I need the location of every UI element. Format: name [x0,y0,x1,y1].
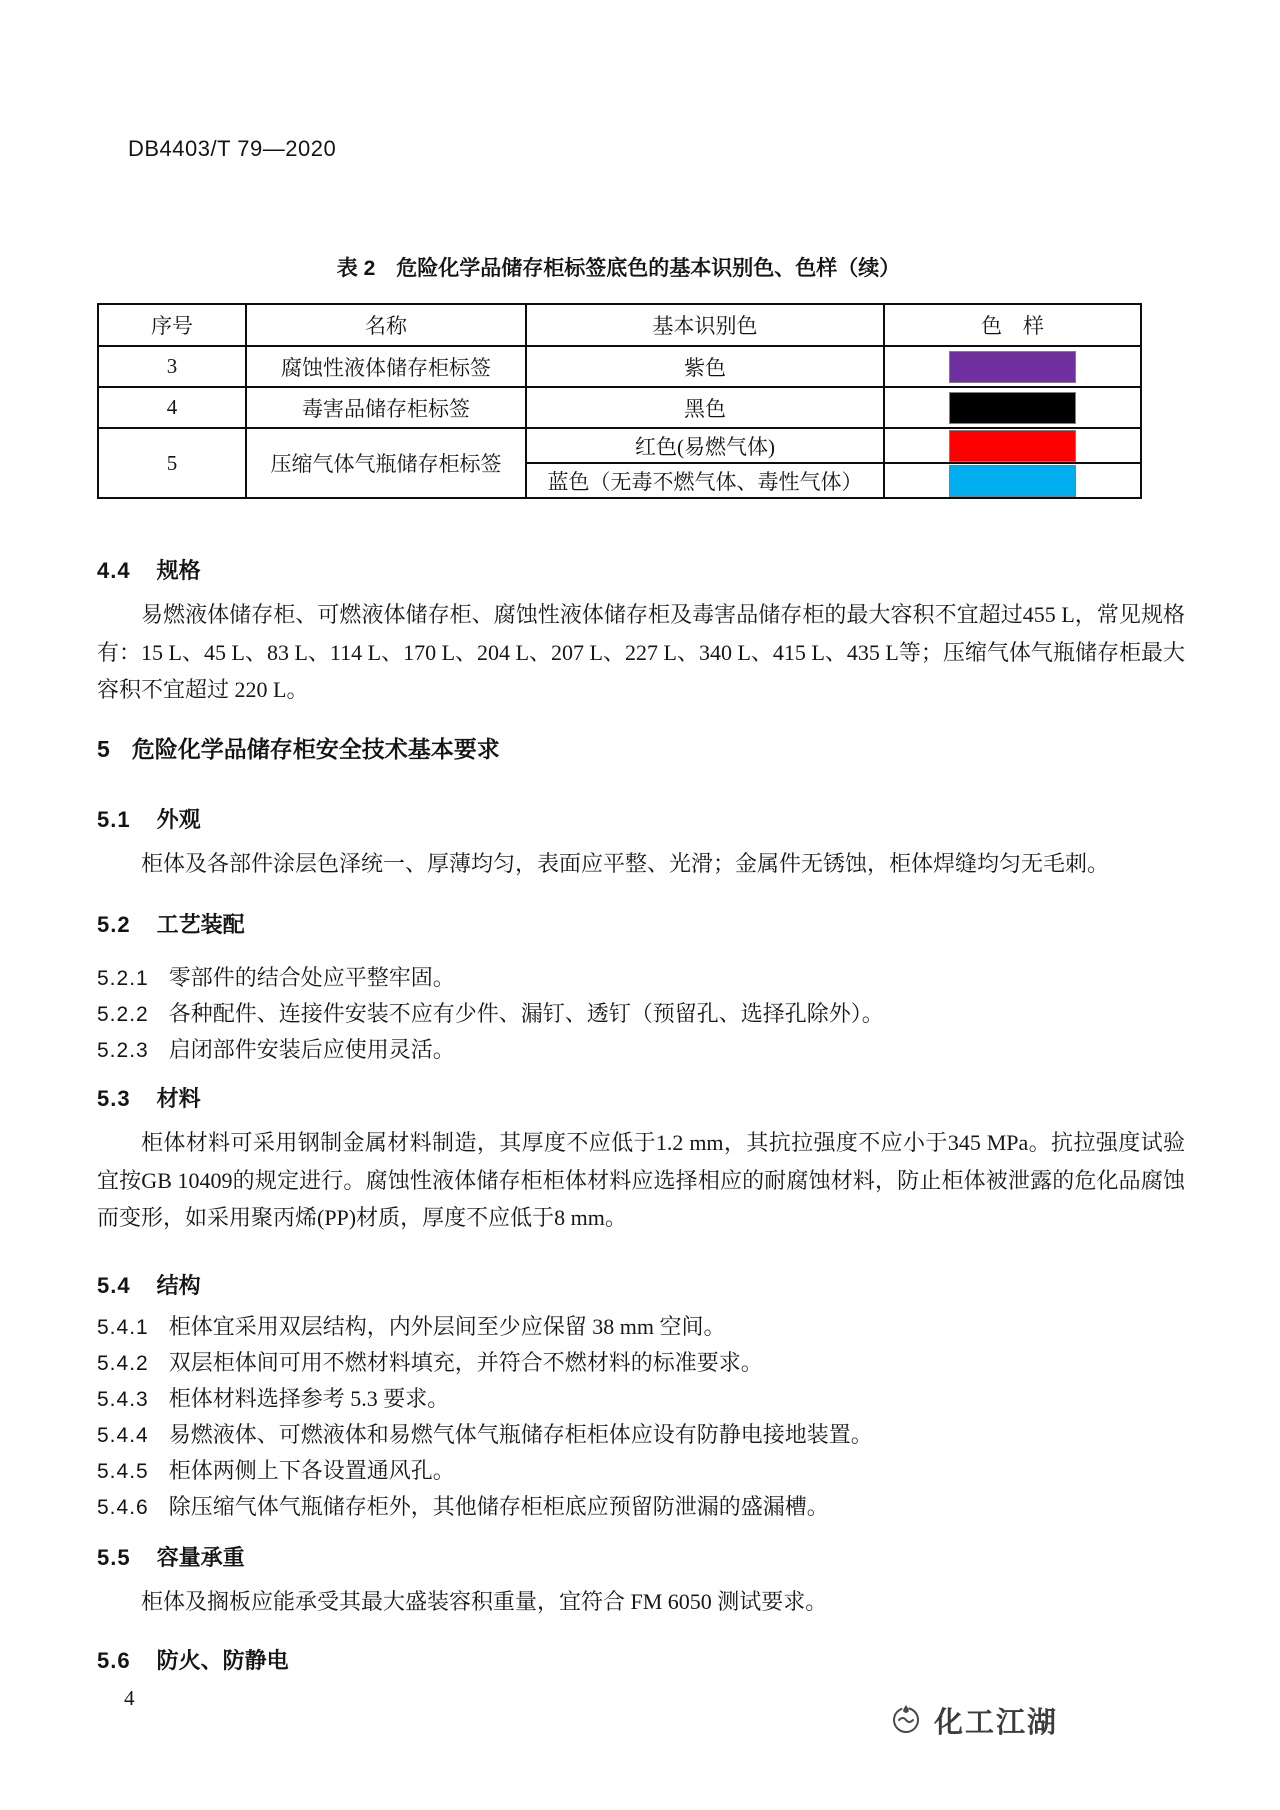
label-color-table [97,303,1142,499]
cell-color-label: 蓝色（无毒不燃气体、毒性气体） [526,463,884,498]
col-header-sample: 色 样 [884,304,1141,346]
section-title: 结构 [156,1272,201,1298]
clause-5-4-1 [97,1309,1185,1345]
section-number: 5.6 [97,1648,131,1673]
section-heading-5-1 [97,805,1185,835]
cell-sample [884,346,1141,387]
paragraph-5-1: 柜体及各部件涂层色泽统一、厚薄均匀，表面应平整、光滑；金属件无锈蚀，柜体焊缝均匀无毛刺。 [141,850,1110,876]
clause-text: 柜体两侧上下各设置通风孔。 [168,1457,455,1483]
clause-number: 5.4.5 [97,1459,149,1483]
footer-logo [886,1698,1058,1743]
section-heading-5-5 [97,1543,1185,1573]
section-title: 容量承重 [156,1544,245,1570]
clause-group-5-4 [97,1309,1185,1525]
cell-no: 4 [98,387,246,428]
cell-no: 3 [98,346,246,387]
swatch-black [949,392,1076,424]
clause-text: 除压缩气体气瓶储存柜外，其他储存柜柜底应预留防泄漏的盛漏槽。 [168,1493,829,1519]
clause-5-4-3 [97,1381,1185,1417]
chapter-title: 危险化学品储存柜安全技术基本要求 [131,735,500,762]
table-header-row [98,304,1141,346]
clause-number: 5.4.4 [97,1423,149,1447]
section-title: 工艺装配 [156,912,245,937]
document-body [97,540,1185,1676]
chapter-number: 5 [97,735,110,762]
paragraph-5-3: 柜体材料可采用钢制金属材料制造，其厚度不应低于1.2 mm，其抗拉强度不应小于345 MPa。抗拉强度试验宜按GB 10409的规定进行。腐蚀性液体储存柜柜体材料应选择相应的耐腐蚀材料，防止柜体被泄露的危化品腐蚀而变形，如采用聚丙烯(PP)材质，厚度不应低于8 mm。 [97,1130,1185,1230]
cell-name: 毒害品储存柜标签 [246,387,526,428]
section-number: 4.4 [97,558,131,583]
standard-number: DB4403/T 79—2020 [128,136,337,161]
clause-text: 零部件的结合处应平整牢固。 [168,965,455,990]
clause-number: 5.4.3 [97,1387,149,1411]
section-number: 5.2 [97,912,131,937]
section-number: 5.4 [97,1272,131,1298]
section-number: 5.5 [97,1544,131,1570]
section-title: 防火、防静电 [156,1648,289,1673]
table-title: 表 2 危险化学品储存柜标签底色的基本识别色、色样（续） [336,257,901,280]
clause-5-2-1 [97,960,1185,996]
ink-sketch-circle-icon [886,1698,926,1743]
swatch-red [949,430,1076,462]
clause-number: 5.2.3 [97,1039,149,1062]
clause-5-4-4 [97,1417,1185,1453]
section-title: 材料 [156,1086,201,1111]
table-row [98,346,1141,387]
section-title: 规格 [156,558,201,583]
paragraph-5-5: 柜体及搁板应能承受其最大盛装容积重量，宜符合 FM 6050 测试要求。 [141,1588,828,1614]
section-heading-5-2 [97,910,1185,940]
clause-text: 启闭部件安装后应使用灵活。 [168,1037,455,1062]
section-heading-5-3 [97,1084,1185,1114]
clause-text: 柜体材料选择参考 5.3 要求。 [168,1385,450,1411]
col-header-basic-color: 基本识别色 [526,304,884,346]
section-heading-5-6 [97,1646,1185,1676]
clause-number: 5.4.2 [97,1351,149,1375]
col-header-name: 名称 [246,304,526,346]
section-title: 外观 [156,806,201,832]
clause-number: 5.2.2 [97,1003,149,1026]
section-number: 5.3 [97,1086,131,1111]
clause-5-2-3 [97,1032,1185,1068]
clause-text: 柜体宜采用双层结构，内外层间至少应保留 38 mm 空间。 [168,1313,726,1339]
clause-5-4-5 [97,1453,1185,1489]
table-row [98,387,1141,428]
clause-number: 5.4.6 [97,1495,149,1519]
cell-color-label: 黑色 [526,387,884,428]
clause-5-4-6 [97,1489,1185,1525]
cell-name: 压缩气体气瓶储存柜标签 [246,428,526,498]
table-row [98,428,1141,463]
swatch-blue [949,465,1076,497]
cell-sample [884,387,1141,428]
cell-sample [884,428,1141,463]
clause-number: 5.4.1 [97,1315,149,1339]
cell-no: 5 [98,428,246,498]
clause-5-2-2 [97,996,1185,1032]
page-number: 4 [124,1686,135,1710]
cell-color-label: 紫色 [526,346,884,387]
clause-text: 易燃液体、可燃液体和易燃气体气瓶储存柜柜体应设有防静电接地装置。 [168,1421,873,1447]
footer-logo-text: 化工江湖 [933,1707,1058,1739]
swatch-purple [949,351,1076,383]
clause-text: 各种配件、连接件安装不应有少件、漏钉、透钉（预留孔、选择孔除外）。 [168,1001,884,1026]
section-heading-5-4 [97,1271,1185,1301]
clause-5-4-2 [97,1345,1185,1381]
paragraph-4-4: 易燃液体储存柜、可燃液体储存柜、腐蚀性液体储存柜及毒害品储存柜的最大容积不宜超过455 L，常见规格有：15 L、45 L、83 L、114 L、170 L、204 L、207 L、227 L、340 L、415 L、435 L等；压缩气体气瓶储存柜最大容积不宜超过 220 L。 [97,602,1185,702]
clause-number: 5.2.1 [97,967,149,990]
chapter-heading-5 [97,733,1185,765]
clause-group-5-2 [97,960,1185,1068]
cell-sample [884,463,1141,498]
section-heading-4-4 [97,556,1185,586]
col-header-no: 序号 [98,304,246,346]
clause-text: 双层柜体间可用不燃材料填充，并符合不燃材料的标准要求。 [168,1349,763,1375]
cell-name: 腐蚀性液体储存柜标签 [246,346,526,387]
section-number: 5.1 [97,806,131,832]
cell-color-label: 红色(易燃气体) [526,428,884,463]
